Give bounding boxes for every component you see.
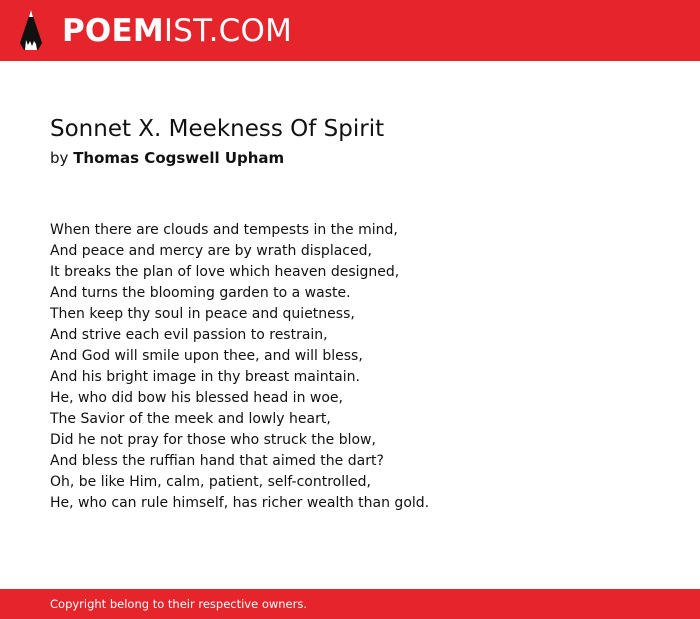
poem-line: He, who did bow his blessed head in woe, <box>50 390 343 406</box>
logo-light-text: IST.COM <box>163 13 293 49</box>
byline-prefix: by <box>50 149 69 167</box>
copyright-text: Copyright belong to their respective owners. <box>50 597 308 611</box>
poem-line: He, who can rule himself, has richer wealth than gold. <box>50 495 430 511</box>
poem-body <box>50 220 670 514</box>
byline <box>50 146 670 170</box>
site-header <box>0 0 700 61</box>
poem-line: And his bright image in thy breast maintain. <box>50 369 360 385</box>
poem-line: Then keep thy soul in peace and quietness, <box>50 306 355 322</box>
pencil-tip-icon <box>18 9 44 51</box>
poem-line: And turns the blooming garden to a waste. <box>50 285 351 301</box>
poem-line: It breaks the plan of love which heaven designed, <box>50 264 400 280</box>
poem-line: Oh, be like Him, calm, patient, self-controlled, <box>50 474 371 490</box>
poem-line: The Savior of the meek and lowly heart, <box>50 411 331 427</box>
poem-line: And strive each evil passion to restrain, <box>50 327 328 343</box>
poem-title: Sonnet X. Meekness Of Spirit <box>50 116 385 142</box>
poem-line: Did he not pray for those who struck the blow, <box>50 432 376 448</box>
poem-line: And God will smile upon thee, and will bless, <box>50 348 363 364</box>
poem-line: And peace and mercy are by wrath displaced, <box>50 243 372 259</box>
poem-line: When there are clouds and tempests in the mind, <box>50 222 398 238</box>
poem-line: And bless the ruffian hand that aimed the dart? <box>50 453 384 469</box>
site-logo[interactable] <box>62 13 292 49</box>
logo-bold-text: POEM <box>62 13 164 49</box>
site-footer <box>0 589 700 619</box>
poem-author: Thomas Cogswell Upham <box>73 149 285 167</box>
poem-content <box>50 112 670 514</box>
